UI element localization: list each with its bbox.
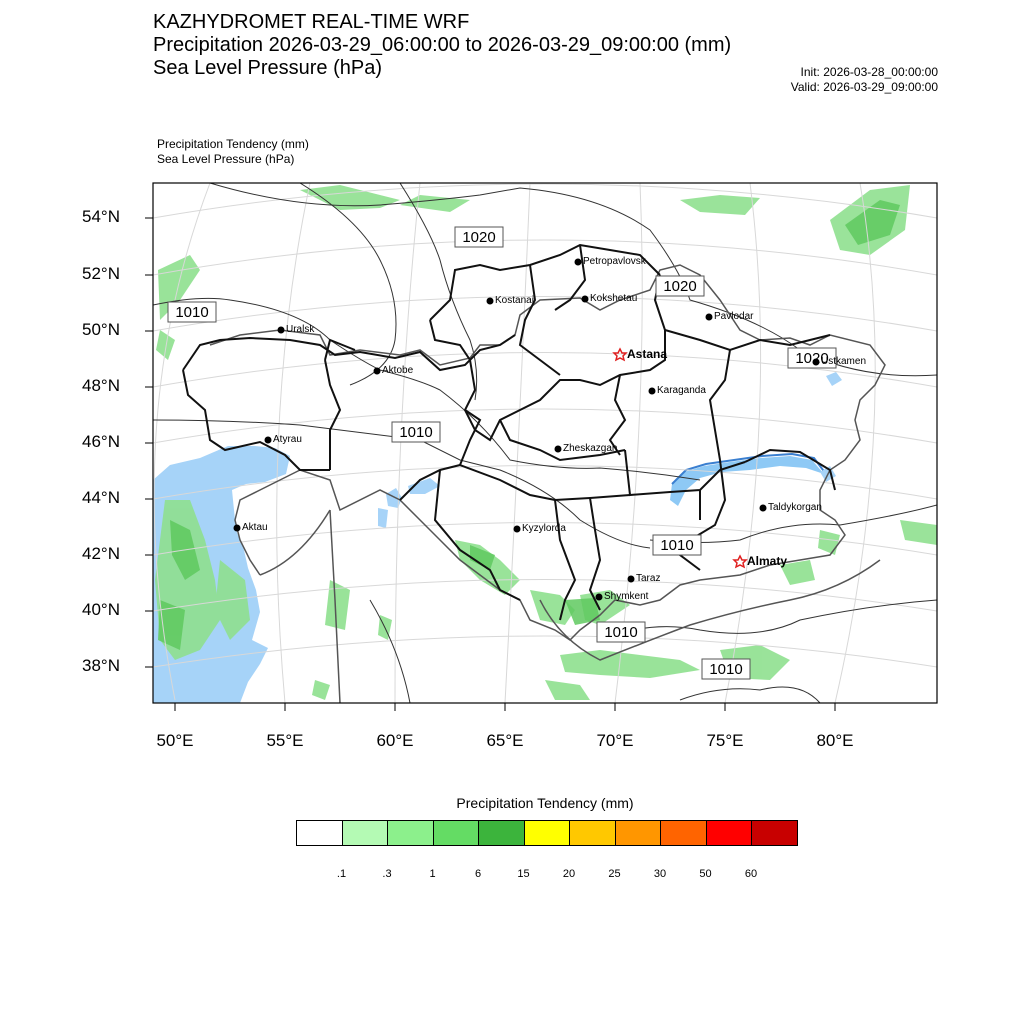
- colorbar-swatch: [524, 820, 571, 846]
- lon-label: 55°E: [266, 731, 304, 750]
- city-label: Ustkamen: [821, 356, 867, 367]
- colorbar-swatch: [387, 820, 434, 846]
- colorbar-swatch: [751, 820, 798, 846]
- city-label: Kyzylorda: [522, 523, 566, 534]
- colorbar-swatch: [660, 820, 707, 846]
- lon-label: 60°E: [376, 731, 414, 750]
- title-line-2: Precipitation 2026-03-29_06:00:00 to 2026-03-29_09:00:00 (mm): [153, 34, 732, 56]
- lon-label: 50°E: [156, 731, 194, 750]
- lat-label: 42°N: [82, 544, 120, 563]
- isobar-label: 1020: [462, 229, 496, 246]
- colorbar-swatch: [615, 820, 662, 846]
- colorbar-label: 15: [517, 868, 530, 880]
- city-label: Taraz: [636, 573, 661, 584]
- colorbar-title: Precipitation Tendency (mm): [456, 795, 634, 811]
- aral-sea: [386, 488, 402, 508]
- lat-label: 50°N: [82, 320, 120, 339]
- city-label: Zheskazgan: [563, 443, 618, 454]
- title-line-3: Sea Level Pressure (hPa): [153, 57, 383, 79]
- city-label: Petropavlovsk: [583, 256, 646, 267]
- colorbar-label: .3: [382, 868, 392, 880]
- colorbar-swatch: [433, 820, 480, 846]
- capital-stars: [614, 349, 746, 567]
- colorbar-swatch: [296, 820, 343, 846]
- colorbar-label: 20: [562, 868, 576, 880]
- colorbar-label: 50: [699, 868, 712, 880]
- title-line-1: KAZHYDROMET REAL-TIME WRF: [153, 11, 470, 33]
- colorbar-label: .1: [336, 868, 347, 880]
- colorbar-label: 60: [744, 868, 758, 880]
- city-label: Kokshetau: [590, 293, 638, 304]
- subtitle-precip: Precipitation Tendency (mm): [157, 137, 309, 151]
- lon-label: 70°E: [596, 731, 634, 750]
- colorbar-label: 1: [429, 868, 436, 880]
- colorbar-swatch: [706, 820, 753, 846]
- city-label-capital: Almaty: [747, 554, 788, 568]
- lat-label: 40°N: [82, 600, 120, 619]
- lon-label: 75°E: [706, 731, 744, 750]
- colorbar-swatch: [569, 820, 616, 846]
- city-label: Uralsk: [286, 324, 315, 335]
- colorbar-swatch: [342, 820, 389, 846]
- city-label: Karaganda: [657, 385, 706, 396]
- subtitle-slp: Sea Level Pressure (hPa): [157, 152, 295, 166]
- isobar-label: 1020: [795, 350, 829, 367]
- lon-label: 65°E: [486, 731, 524, 750]
- city-label: Taldykorgan: [768, 502, 822, 513]
- city-label: Kostanai: [495, 295, 534, 306]
- isobar-label: 1010: [709, 661, 743, 678]
- city-label-capital: Astana: [627, 347, 668, 361]
- city-label: Aktobe: [382, 365, 414, 376]
- isobar-label: 1010: [604, 624, 638, 641]
- valid-time: Valid: 2026-03-29_09:00:00: [790, 80, 938, 94]
- city-label: Pavlodar: [714, 311, 754, 322]
- colorbar-label: 6: [474, 868, 482, 880]
- lat-label: 54°N: [82, 207, 120, 226]
- colorbar-swatch: [478, 820, 525, 846]
- isobar-label: 1020: [663, 278, 697, 295]
- lat-label: 52°N: [82, 264, 120, 283]
- isobar-label: 1010: [399, 424, 433, 441]
- colorbar-label: 30: [653, 868, 667, 880]
- lat-label: 38°N: [82, 656, 120, 675]
- balkhash-lake: [670, 456, 824, 506]
- map-field: [153, 183, 937, 703]
- lat-label: 46°N: [82, 432, 120, 451]
- isobar-label: 1010: [660, 537, 694, 554]
- init-time: Init: 2026-03-28_00:00:00: [800, 65, 938, 79]
- city-label: Shymkent: [604, 591, 649, 602]
- lat-label: 44°N: [82, 488, 120, 507]
- lat-label: 48°N: [82, 376, 120, 395]
- city-label: Aktau: [242, 522, 268, 533]
- lon-label: 80°E: [816, 731, 854, 750]
- colorbar-label: 25: [608, 868, 621, 880]
- city-label: Atyrau: [273, 434, 302, 445]
- isobar-label: 1010: [175, 304, 209, 321]
